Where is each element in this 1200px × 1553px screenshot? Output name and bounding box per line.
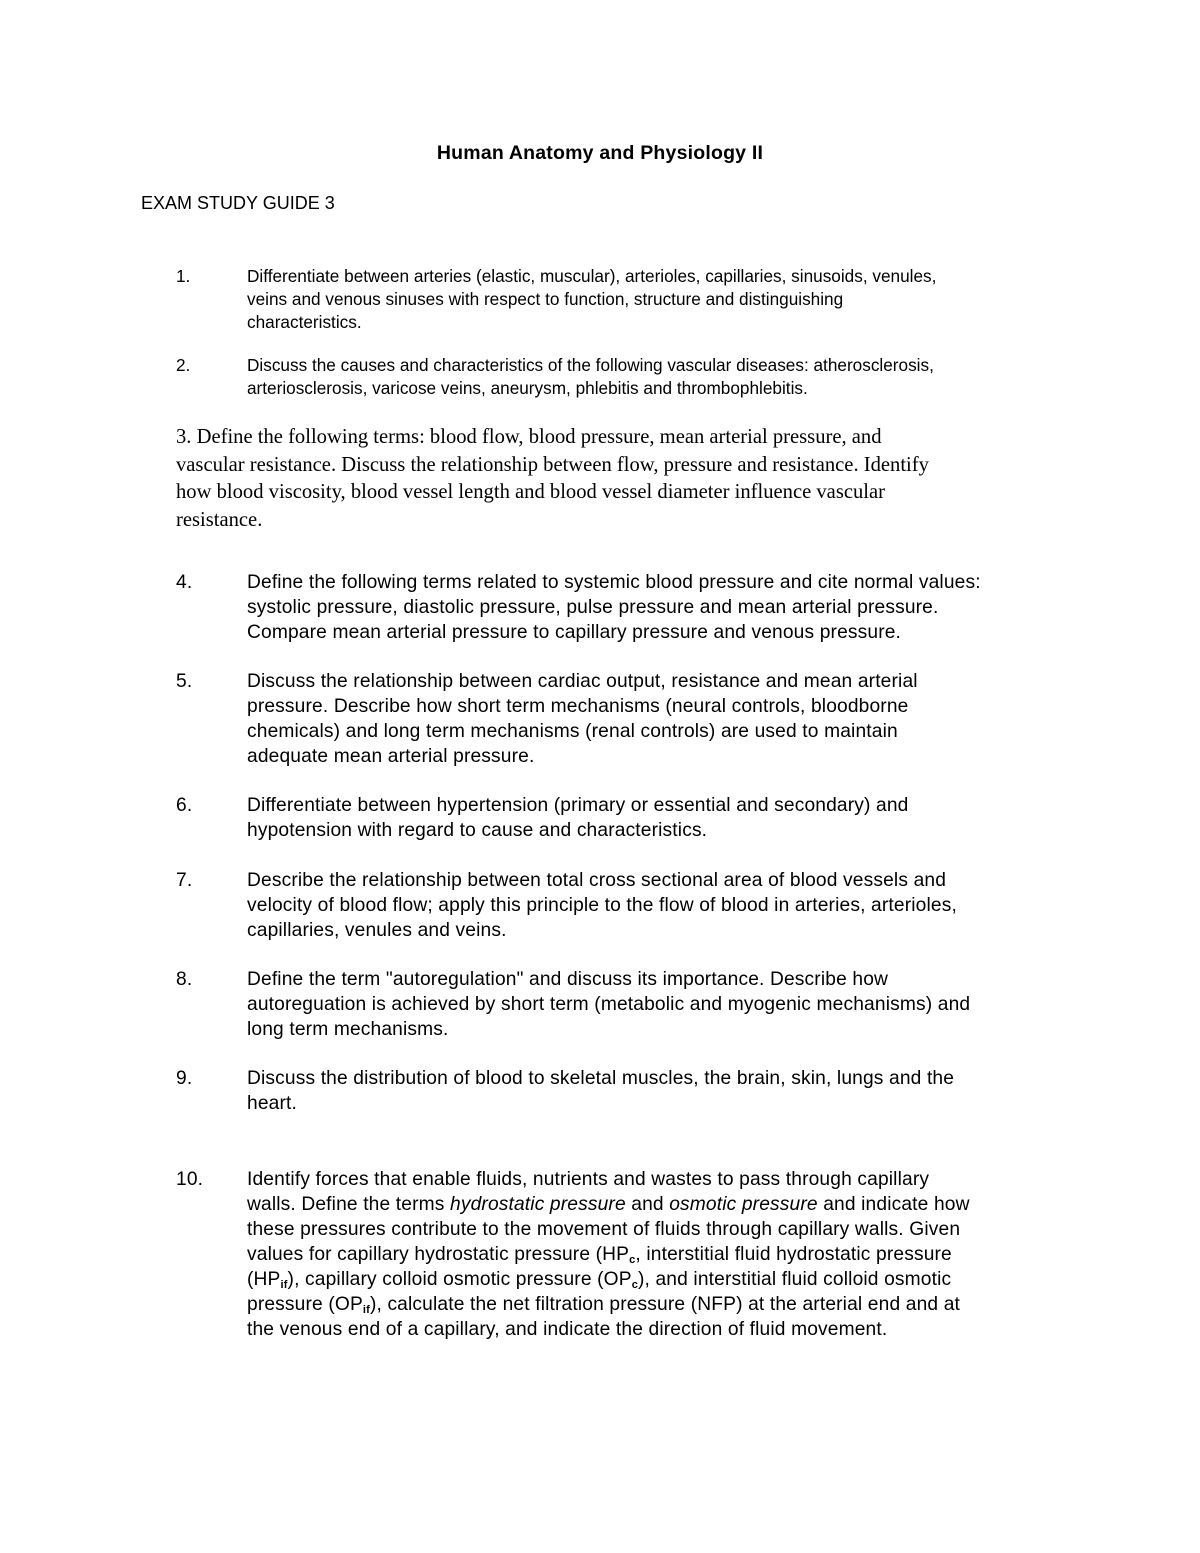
- item-number: 6.: [176, 795, 193, 816]
- item-text-line: Discuss the causes and characteristics of the following vascular diseases: atherosclerosis,: [247, 355, 934, 375]
- item-text-line: [247, 1242, 1067, 1267]
- item-number: 10.: [176, 1169, 204, 1190]
- item-number: 5.: [176, 671, 193, 692]
- subscript: if: [280, 1279, 288, 1291]
- list-item: [176, 424, 1076, 534]
- item-text: [247, 967, 1067, 1042]
- text-run: , interstitial fluid hydrostatic pressure: [635, 1244, 952, 1265]
- item-text-line: chemicals) and long term mechanisms (renal controls) are used to maintain: [247, 721, 898, 742]
- subscript: c: [629, 1254, 636, 1266]
- item-text-line: Identify forces that enable fluids, nutrients and wastes to pass through capillary: [247, 1169, 930, 1190]
- item-text-line: Define the term "autoregulation" and discuss its importance. Describe how: [247, 969, 889, 990]
- text-run: (HP: [247, 1269, 281, 1290]
- item-text-line: [247, 1292, 1067, 1317]
- item-text-line: Differentiate between hypertension (primary or essential and secondary) and: [247, 795, 909, 816]
- item-text-line: hypotension with regard to cause and characteristics.: [247, 820, 708, 841]
- text-run: ), calculate the net filtration pressure (NFP) at the arterial end and at: [369, 1294, 960, 1315]
- document-subtitle: EXAM STUDY GUIDE 3: [141, 193, 335, 213]
- item-text-line: how blood viscosity, blood vessel length and blood vessel diameter influence vascular: [176, 481, 885, 503]
- item-text-line: these pressures contribute to the movement of fluids through capillary walls. Given: [247, 1219, 961, 1240]
- item-text-line: resistance.: [176, 508, 263, 531]
- item-text-line: systolic pressure, diastolic pressure, pulse pressure and mean arterial pressure.: [247, 597, 939, 618]
- item-text-line: Discuss the relationship between cardiac output, resistance and mean arterial: [247, 671, 918, 692]
- item-text: [247, 265, 1067, 334]
- item-text-line: arteriosclerosis, varicose veins, aneurysm, phlebitis and thrombophlebitis.: [247, 378, 808, 398]
- subscript: c: [631, 1279, 638, 1291]
- text-run: ), and interstitial fluid colloid osmotic: [637, 1269, 952, 1290]
- item-number: 8.: [176, 969, 193, 990]
- item-text-line: veins and venous sinuses with respect to function, structure and distinguishing: [247, 289, 844, 309]
- text-run: and indicate how: [817, 1194, 970, 1215]
- item-text: [247, 868, 1067, 943]
- item-text-line: pressure. Describe how short term mechanisms (neural controls, bloodborne: [247, 696, 909, 717]
- item-text: [247, 1066, 1067, 1116]
- item-text: [247, 570, 1067, 645]
- text-run: pressure (OP: [247, 1294, 363, 1315]
- item-text-line: [247, 1192, 1067, 1217]
- term-hydrostatic-pressure: hydrostatic pressure: [450, 1194, 626, 1215]
- item-text-line: Compare mean arterial pressure to capillary pressure and venous pressure.: [247, 622, 902, 643]
- text-run: and: [625, 1194, 670, 1215]
- item-text-line: capillaries, venules and veins.: [247, 920, 507, 941]
- item-number: 2.: [176, 355, 191, 375]
- item-text: [247, 354, 1067, 400]
- item-number: 4.: [176, 572, 193, 593]
- item-text-line: characteristics.: [247, 312, 362, 332]
- item-text-line: adequate mean arterial pressure.: [247, 746, 535, 767]
- item-text-line: velocity of blood flow; apply this principle to the flow of blood in arteries, arterioles,: [247, 895, 957, 916]
- text-run: ), capillary colloid osmotic pressure (OP: [287, 1269, 632, 1290]
- item-text-line: [247, 1267, 1067, 1292]
- item-number: 7.: [176, 870, 193, 891]
- item-number: 9.: [176, 1068, 193, 1089]
- item-text-line: Define the following terms related to systemic blood pressure and cite normal values:: [247, 572, 981, 593]
- item-text: [247, 793, 1067, 843]
- item-text-line: Differentiate between arteries (elastic, muscular), arterioles, capillaries, sinusoids, venules,: [247, 266, 937, 286]
- text-run: values for capillary hydrostatic pressure (HP: [247, 1244, 630, 1265]
- item-text-line: the venous end of a capillary, and indicate the direction of fluid movement.: [247, 1319, 888, 1340]
- term-osmotic-pressure: osmotic pressure: [669, 1194, 818, 1215]
- item-text-line: Describe the relationship between total cross sectional area of blood vessels and: [247, 870, 947, 891]
- item-text-line: Discuss the distribution of blood to skeletal muscles, the brain, skin, lungs and the: [247, 1068, 955, 1089]
- item-text-line: heart.: [247, 1093, 297, 1114]
- text-run: walls. Define the terms: [247, 1194, 451, 1215]
- item-text-line: vascular resistance. Discuss the relationship between flow, pressure and resistance. Identify: [176, 453, 929, 476]
- item-text-line: long term mechanisms.: [247, 1019, 449, 1040]
- subscript: if: [362, 1304, 370, 1316]
- document-title: Human Anatomy and Physiology II: [436, 142, 764, 164]
- item-number: 1.: [176, 266, 191, 286]
- item-text: [247, 1167, 1067, 1342]
- item-text: [247, 669, 1067, 769]
- item-text-line: autoreguation is achieved by short term (metabolic and myogenic mechanisms) and: [247, 994, 971, 1015]
- item-text-line: 3. Define the following terms: blood flow, blood pressure, mean arterial pressure, and: [176, 426, 882, 448]
